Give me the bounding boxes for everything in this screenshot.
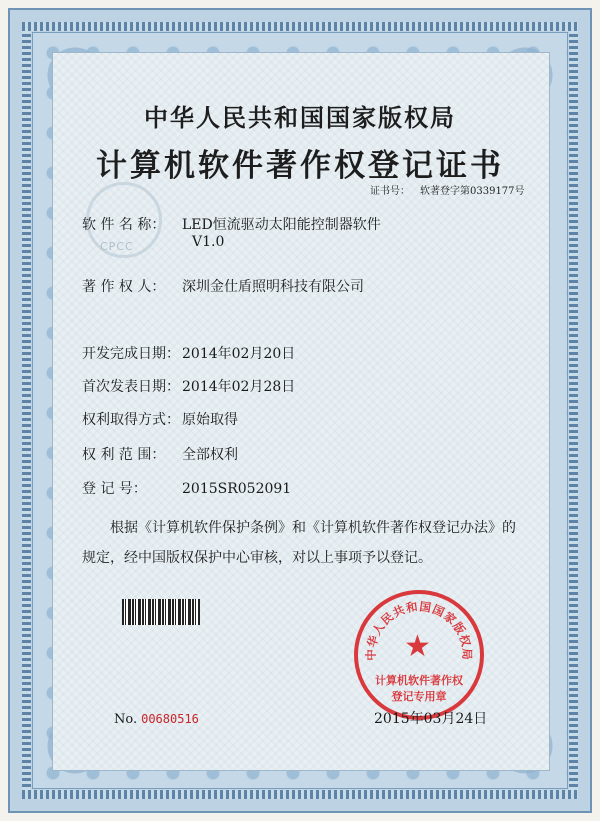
cert-no-value: 软著登字第0339177号	[420, 186, 525, 197]
first-publish-row	[82, 376, 295, 396]
serial-number	[114, 712, 199, 727]
dev-complete-label: 开发完成日期：	[82, 346, 180, 362]
certificate-number	[370, 182, 525, 197]
seal-arc-label: 中华人民共和国国家版权局	[363, 599, 475, 661]
first-publish-value: 2014年02月28日	[182, 379, 296, 395]
owner-value: 深圳金仕盾照明科技有限公司	[182, 279, 364, 295]
watermark-text: CPCC	[100, 240, 134, 253]
acquire-row	[82, 409, 238, 429]
owner-label: 著 作 权 人：	[82, 279, 166, 295]
seal-line-1: 计算机软件著作权	[375, 674, 463, 687]
serial-value: 00680516	[141, 712, 199, 726]
registration-label: 登 记 号：	[82, 481, 147, 497]
software-name-value: LED恒流驱动太阳能控制器软件	[182, 217, 381, 233]
registration-row	[82, 478, 291, 498]
owner-row	[82, 276, 364, 296]
official-seal	[354, 590, 484, 720]
statement-line-2: 规定，经中国版权保护中心审核，对以上事项予以登记。	[82, 550, 432, 566]
scope-label: 权 利 范 围：	[82, 447, 166, 463]
issuing-authority: 中华人民共和国国家版权局	[144, 103, 456, 132]
statement-line-1: 根据《计算机软件保护条例》和《计算机软件著作权登记办法》的	[110, 520, 516, 536]
software-name-label: 软 件 名 称：	[82, 217, 166, 233]
statement	[82, 513, 522, 573]
scope-value: 全部权利	[182, 447, 238, 463]
serial-label: No.	[114, 712, 138, 727]
star-icon: ★	[404, 629, 431, 664]
first-publish-label: 首次发表日期：	[82, 379, 180, 395]
barcode-icon	[122, 599, 200, 625]
cert-no-label: 证书号：	[370, 186, 410, 197]
dev-complete-value: 2014年02月20日	[182, 346, 296, 362]
acquire-label: 权利取得方式：	[82, 412, 180, 428]
registration-value: 2015SR052091	[182, 481, 292, 497]
certificate-title: 计算机软件著作权登记证书	[96, 148, 504, 184]
dev-complete-row	[82, 343, 295, 363]
seal-line-2: 登记专用章	[391, 690, 447, 703]
scope-row	[82, 444, 238, 464]
issue-date: 2015年03月24日	[374, 711, 488, 727]
software-version: V1.0	[192, 234, 225, 250]
acquire-value: 原始取得	[182, 412, 238, 428]
